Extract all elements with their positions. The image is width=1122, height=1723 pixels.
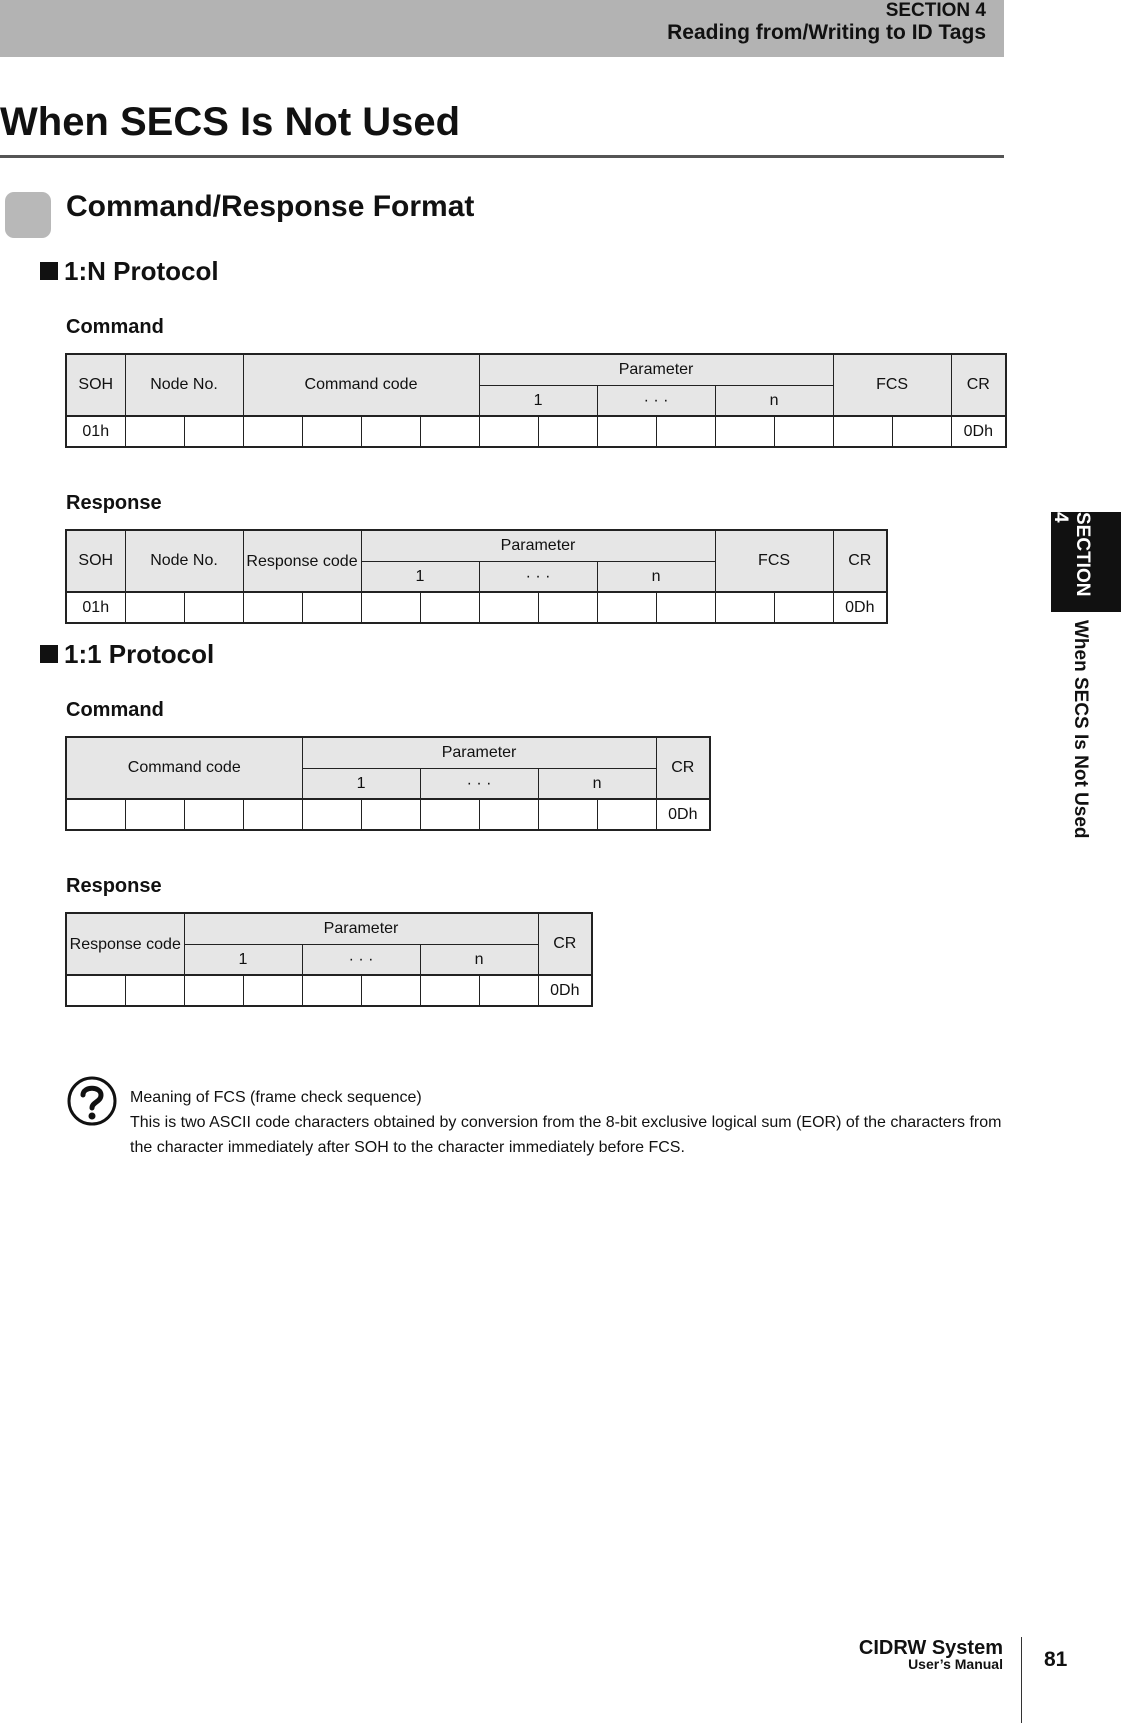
response-code-header: Response code: [243, 530, 361, 592]
fcs-note-title: Meaning of FCS (frame check sequence): [130, 1089, 422, 1106]
byte-cell: [420, 799, 479, 830]
page-title: When SECS Is Not Used: [0, 100, 461, 144]
byte-cell: [302, 975, 361, 1006]
parameter-1-header: 1: [184, 945, 302, 976]
byte-cell: [302, 799, 361, 830]
parameter-dots-header: · · ·: [597, 386, 715, 417]
cr-header: CR: [538, 913, 592, 975]
parameter-1-header: 1: [479, 386, 597, 417]
cr-value: 0Dh: [656, 799, 710, 830]
byte-cell: [243, 416, 302, 447]
byte-cell: [302, 416, 361, 447]
soh-header: SOH: [66, 530, 125, 592]
byte-cell: [479, 592, 538, 623]
byte-cell: [125, 416, 184, 447]
protocol-1n-heading-text: 1:N Protocol: [64, 256, 219, 286]
footer-divider: [1021, 1637, 1022, 1723]
byte-cell: [125, 975, 184, 1006]
footer-subtitle: User’s Manual: [908, 1656, 1003, 1672]
soh-header: SOH: [66, 354, 125, 416]
response-format-table-11: [65, 912, 593, 1007]
byte-cell: [184, 592, 243, 623]
section-marker-icon: [5, 192, 51, 238]
protocol-11-heading: [40, 639, 214, 670]
parameter-n-header: n: [597, 562, 715, 593]
title-divider: [0, 155, 1004, 158]
question-icon: [66, 1075, 118, 1127]
byte-cell: [597, 799, 656, 830]
parameter-header: Parameter: [302, 737, 656, 769]
response-format-table-1n: [65, 529, 888, 624]
byte-cell: [656, 416, 715, 447]
cr-value: 0Dh: [951, 416, 1006, 447]
byte-cell: [184, 416, 243, 447]
node-no-header: Node No.: [125, 354, 243, 416]
byte-cell: [538, 592, 597, 623]
node-no-header: Node No.: [125, 530, 243, 592]
fcs-header: FCS: [833, 354, 951, 416]
section-heading: Command/Response Format: [66, 190, 475, 223]
byte-cell: [715, 416, 774, 447]
parameter-1-header: 1: [361, 562, 479, 593]
parameter-header: Parameter: [184, 913, 538, 945]
parameter-1-header: 1: [302, 769, 420, 800]
cr-value: 0Dh: [833, 592, 887, 623]
byte-cell: [243, 592, 302, 623]
byte-cell: [833, 416, 892, 447]
byte-cell: [361, 975, 420, 1006]
square-bullet-icon: [40, 262, 58, 280]
byte-cell: [892, 416, 951, 447]
protocol-1n-heading: [40, 256, 219, 287]
byte-cell: [66, 799, 125, 830]
parameter-header: Parameter: [479, 354, 833, 386]
byte-cell: [479, 799, 538, 830]
byte-cell: [184, 975, 243, 1006]
byte-cell: [243, 975, 302, 1006]
soh-value: 01h: [66, 416, 125, 447]
byte-cell: [538, 416, 597, 447]
byte-cell: [361, 592, 420, 623]
byte-cell: [243, 799, 302, 830]
command-label-11: Command: [66, 699, 164, 721]
cr-value: 0Dh: [538, 975, 592, 1006]
byte-cell: [479, 975, 538, 1006]
byte-cell: [420, 416, 479, 447]
parameter-n-header: n: [538, 769, 656, 800]
byte-cell: [597, 592, 656, 623]
parameter-dots-header: · · ·: [479, 562, 597, 593]
response-label-11: Response: [66, 875, 162, 897]
parameter-dots-header: · · ·: [420, 769, 538, 800]
byte-cell: [125, 799, 184, 830]
page-number: 81: [1044, 1648, 1068, 1671]
cr-header: CR: [951, 354, 1006, 416]
fcs-note-body: This is two ASCII code characters obtained by conversion from the 8-bit exclusive logical sum (EOR) of the characters from the character immediately after SOH to the character immediately before FCS.: [130, 1114, 1002, 1156]
side-tab-section-label: SECTION 4: [1050, 512, 1093, 597]
parameter-header: Parameter: [361, 530, 715, 562]
command-format-table-11: [65, 736, 711, 831]
byte-cell: [715, 592, 774, 623]
parameter-dots-header: · · ·: [302, 945, 420, 976]
header-title: Reading from/Writing to ID Tags: [667, 21, 986, 44]
byte-cell: [656, 592, 715, 623]
square-bullet-icon: [40, 645, 58, 663]
byte-cell: [597, 416, 656, 447]
side-tab-title: When SECS Is Not Used: [1070, 620, 1091, 839]
footer-brand: CIDRW System: [858, 1637, 1003, 1659]
response-label-1n: Response: [66, 492, 162, 514]
byte-cell: [125, 592, 184, 623]
response-code-header: Response code: [66, 913, 184, 975]
byte-cell: [66, 975, 125, 1006]
cr-header: CR: [656, 737, 710, 799]
command-label-1n: Command: [66, 316, 164, 338]
command-code-header: Command code: [66, 737, 302, 799]
byte-cell: [361, 416, 420, 447]
command-code-header: Command code: [243, 354, 479, 416]
byte-cell: [184, 799, 243, 830]
parameter-n-header: n: [420, 945, 538, 976]
fcs-note: [130, 1085, 1010, 1160]
soh-value: 01h: [66, 592, 125, 623]
protocol-11-heading-text: 1:1 Protocol: [64, 639, 215, 669]
byte-cell: [302, 592, 361, 623]
byte-cell: [420, 975, 479, 1006]
byte-cell: [538, 799, 597, 830]
byte-cell: [479, 416, 538, 447]
byte-cell: [420, 592, 479, 623]
parameter-n-header: n: [715, 386, 833, 417]
header-section-label: SECTION 4: [885, 0, 986, 21]
command-format-table-1n: [65, 353, 1007, 448]
fcs-header: FCS: [715, 530, 833, 592]
cr-header: CR: [833, 530, 887, 592]
byte-cell: [774, 592, 833, 623]
byte-cell: [774, 416, 833, 447]
byte-cell: [361, 799, 420, 830]
